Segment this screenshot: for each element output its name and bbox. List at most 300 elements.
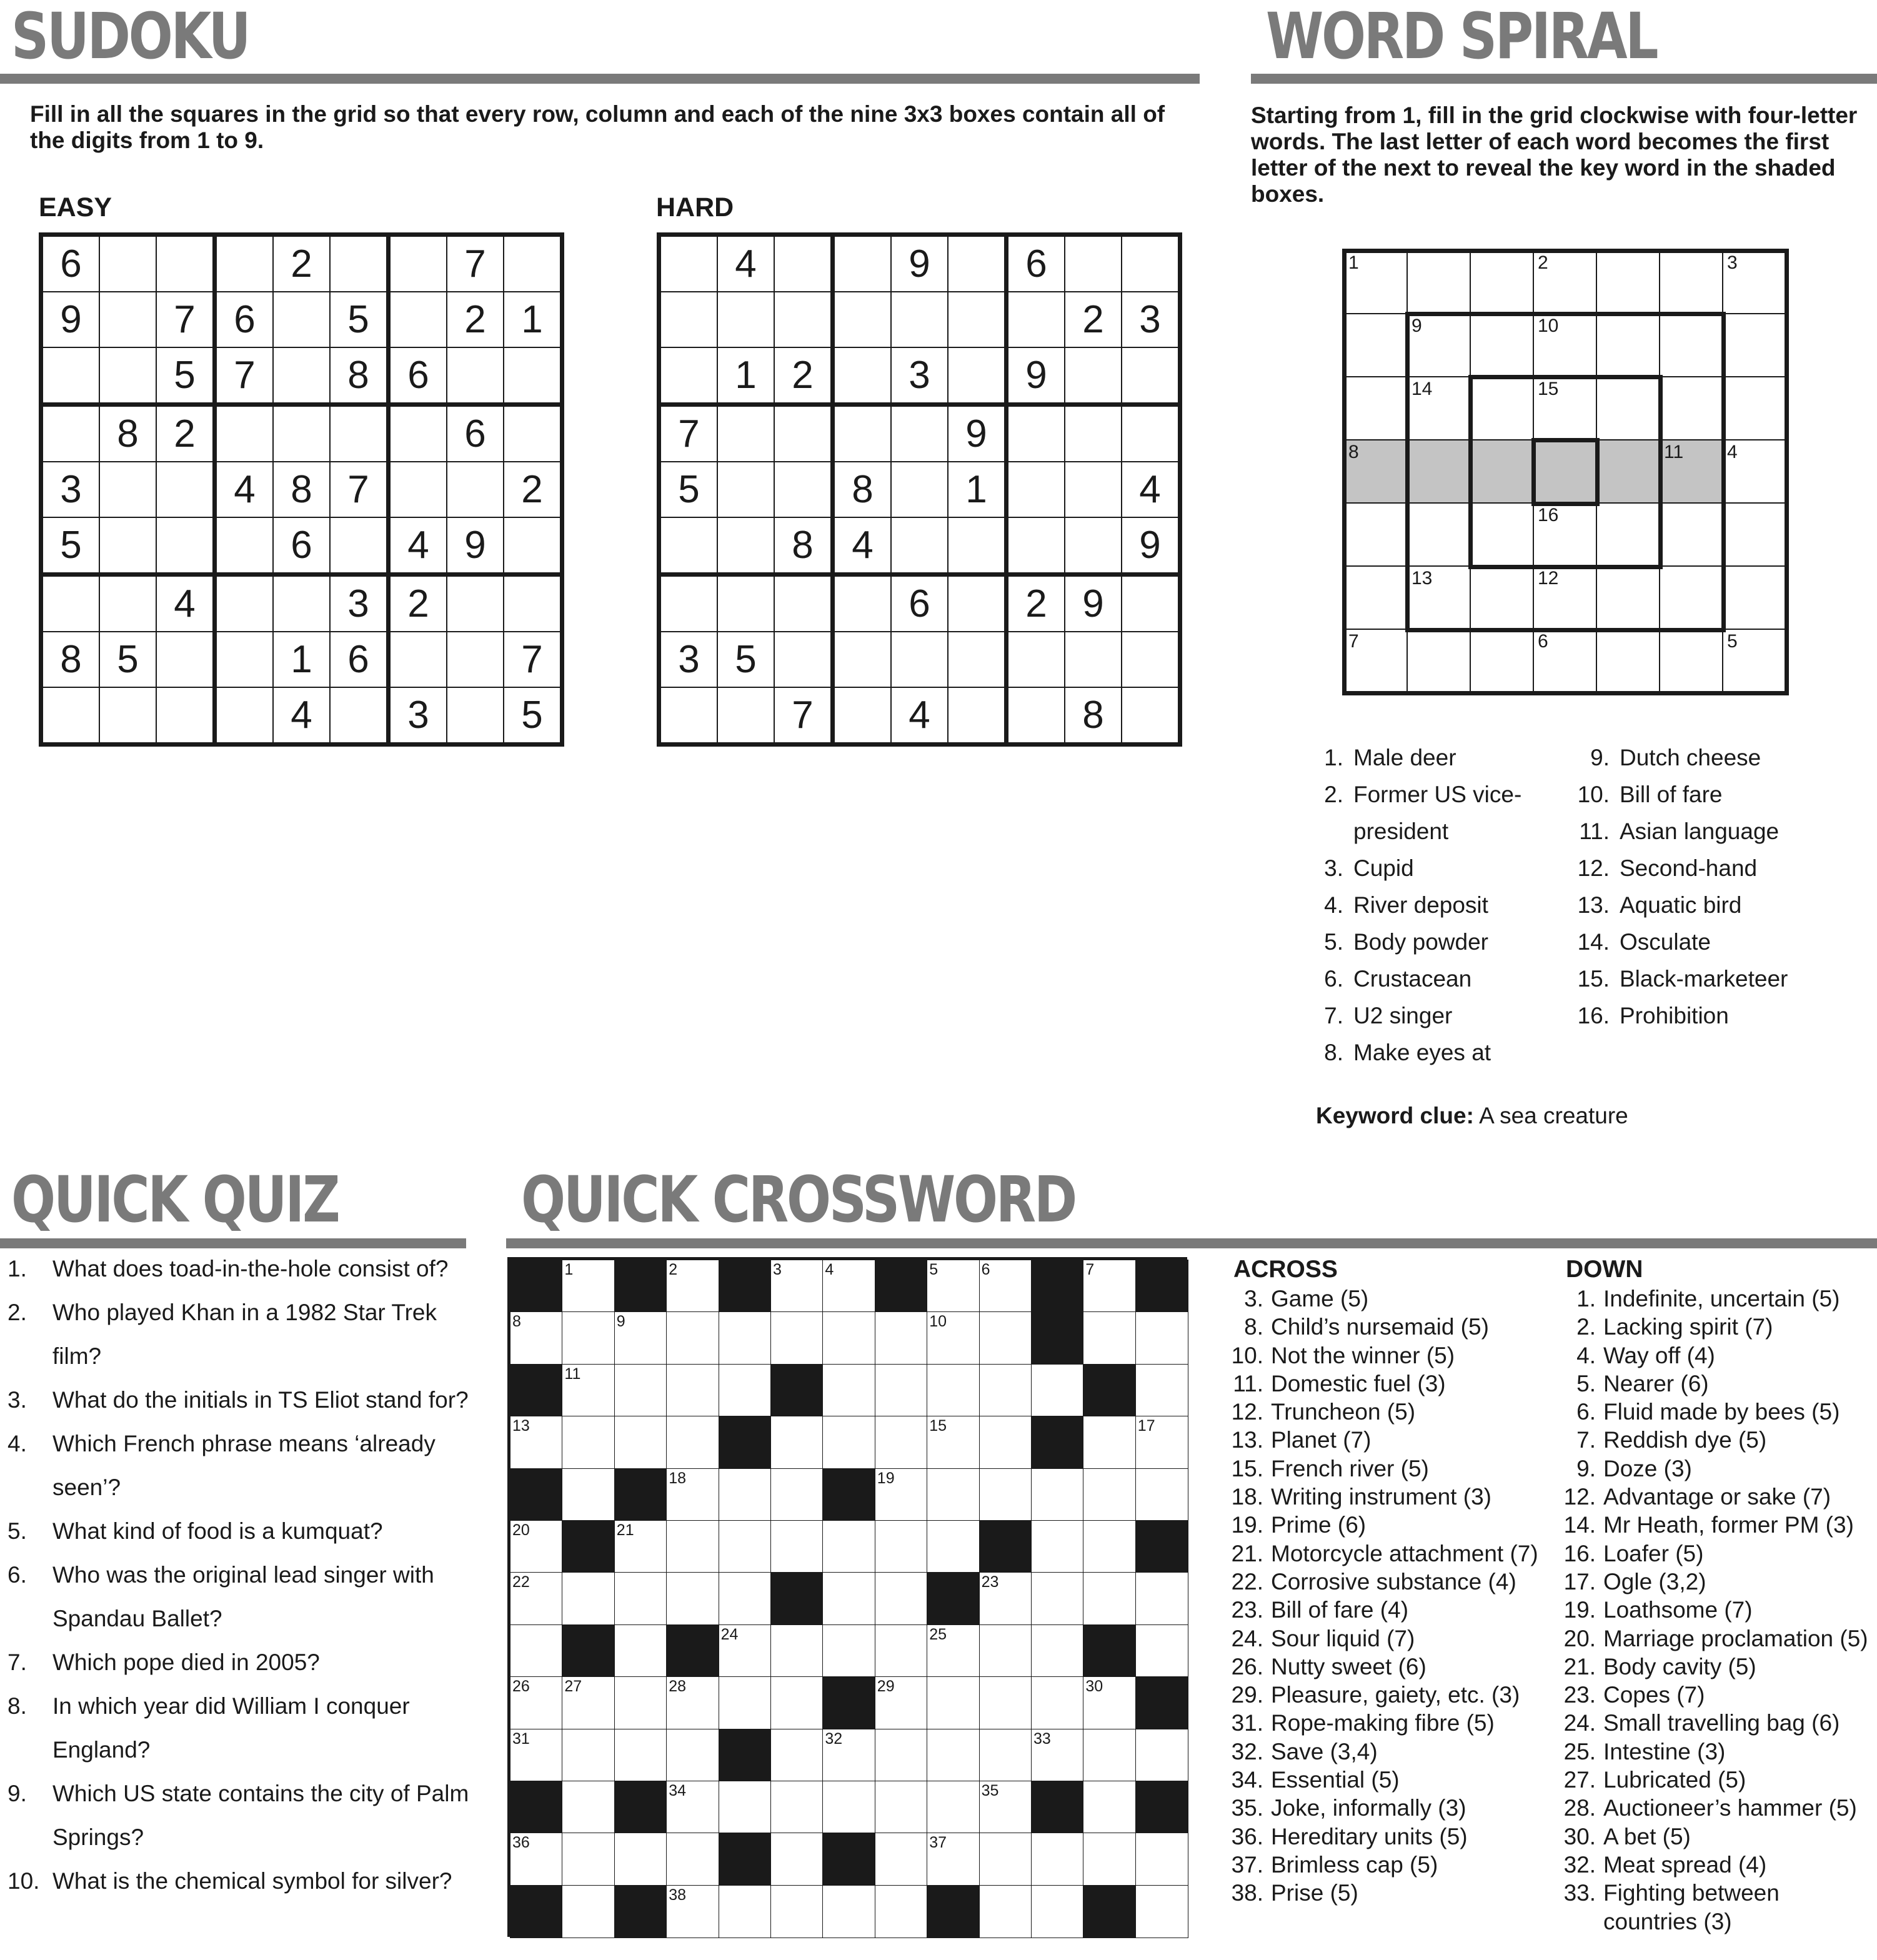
- crossword-cell[interactable]: [875, 1833, 928, 1886]
- sudoku-cell[interactable]: 8: [99, 405, 156, 462]
- sudoku-cell[interactable]: [156, 632, 215, 687]
- sudoku-cell[interactable]: 8: [330, 347, 389, 405]
- crossword-cell[interactable]: [666, 1520, 719, 1573]
- sudoku-cell[interactable]: [833, 632, 892, 687]
- crossword-cell[interactable]: [719, 1572, 772, 1625]
- crossword-cell[interactable]: [927, 1260, 980, 1313]
- sudoku-cell[interactable]: 9: [41, 292, 100, 347]
- sudoku-cell[interactable]: 7: [215, 347, 274, 405]
- sudoku-cell[interactable]: [833, 347, 892, 405]
- crossword-cell[interactable]: [562, 1416, 615, 1469]
- sudoku-cell[interactable]: 8: [833, 462, 892, 517]
- sudoku-cell[interactable]: 5: [659, 462, 718, 517]
- sudoku-cell[interactable]: 2: [389, 575, 447, 632]
- crossword-cell[interactable]: [927, 1468, 980, 1521]
- sudoku-cell[interactable]: [389, 235, 447, 292]
- sudoku-cell[interactable]: [447, 462, 504, 517]
- sudoku-cell[interactable]: 4: [215, 462, 274, 517]
- sudoku-cell[interactable]: 3: [1122, 292, 1180, 347]
- crossword-cell[interactable]: [770, 1781, 824, 1834]
- sudoku-cell[interactable]: 4: [389, 517, 447, 575]
- sudoku-cell[interactable]: [1122, 405, 1180, 462]
- sudoku-cell[interactable]: [389, 632, 447, 687]
- crossword-cell[interactable]: [770, 1885, 824, 1938]
- crossword-cell[interactable]: [666, 1729, 719, 1782]
- crossword-cell[interactable]: [822, 1624, 875, 1678]
- crossword-cell[interactable]: [666, 1416, 719, 1469]
- sudoku-cell[interactable]: 4: [156, 575, 215, 632]
- crossword-cell[interactable]: [979, 1468, 1032, 1521]
- sudoku-cell[interactable]: [833, 235, 892, 292]
- sudoku-cell[interactable]: 4: [1122, 462, 1180, 517]
- sudoku-cell[interactable]: 4: [717, 235, 774, 292]
- crossword-cell[interactable]: [1031, 1885, 1084, 1938]
- sudoku-cell[interactable]: [659, 575, 718, 632]
- sudoku-cell[interactable]: 9: [891, 235, 948, 292]
- sudoku-cell[interactable]: 3: [330, 575, 389, 632]
- sudoku-cell[interactable]: 5: [504, 687, 562, 745]
- sudoku-cell[interactable]: 2: [156, 405, 215, 462]
- sudoku-cell[interactable]: [948, 517, 1007, 575]
- crossword-cell[interactable]: [875, 1572, 928, 1625]
- crossword-cell[interactable]: [510, 1520, 563, 1573]
- sudoku-cell[interactable]: [717, 462, 774, 517]
- sudoku-cell[interactable]: [156, 687, 215, 745]
- crossword-cell[interactable]: [562, 1311, 615, 1365]
- sudoku-cell[interactable]: [99, 517, 156, 575]
- sudoku-cell[interactable]: 6: [389, 347, 447, 405]
- sudoku-cell[interactable]: [1065, 405, 1122, 462]
- crossword-cell[interactable]: [719, 1885, 772, 1938]
- crossword-cell[interactable]: [875, 1520, 928, 1573]
- crossword-cell[interactable]: [614, 1624, 667, 1678]
- crossword-cell[interactable]: [510, 1311, 563, 1365]
- crossword-cell[interactable]: [562, 1676, 615, 1729]
- crossword-cell[interactable]: [875, 1885, 928, 1938]
- sudoku-cell[interactable]: [504, 575, 562, 632]
- crossword-cell[interactable]: [614, 1416, 667, 1469]
- crossword-cell[interactable]: [822, 1572, 875, 1625]
- sudoku-cell[interactable]: [99, 687, 156, 745]
- sudoku-cell[interactable]: [833, 292, 892, 347]
- sudoku-cell[interactable]: 2: [447, 292, 504, 347]
- crossword-cell[interactable]: [666, 1676, 719, 1729]
- sudoku-cell[interactable]: [99, 292, 156, 347]
- crossword-cell[interactable]: [562, 1260, 615, 1313]
- crossword-cell[interactable]: [614, 1311, 667, 1365]
- sudoku-cell[interactable]: 4: [891, 687, 948, 745]
- crossword-cell[interactable]: [927, 1520, 980, 1573]
- crossword-cell[interactable]: [614, 1520, 667, 1573]
- crossword-cell[interactable]: [562, 1729, 615, 1782]
- crossword-cell[interactable]: [614, 1364, 667, 1417]
- sudoku-cell[interactable]: 6: [447, 405, 504, 462]
- crossword-cell[interactable]: [822, 1311, 875, 1365]
- crossword-cell[interactable]: [614, 1833, 667, 1886]
- sudoku-cell[interactable]: 5: [330, 292, 389, 347]
- sudoku-cell[interactable]: [504, 405, 562, 462]
- crossword-cell[interactable]: [510, 1833, 563, 1886]
- crossword-cell[interactable]: [510, 1676, 563, 1729]
- crossword-cell[interactable]: [614, 1729, 667, 1782]
- crossword-cell[interactable]: [1083, 1676, 1136, 1729]
- sudoku-cell[interactable]: 1: [273, 632, 330, 687]
- crossword-cell[interactable]: [770, 1624, 824, 1678]
- crossword-cell[interactable]: [875, 1781, 928, 1834]
- crossword-cell[interactable]: [510, 1624, 563, 1678]
- crossword-cell[interactable]: [562, 1781, 615, 1834]
- crossword-cell[interactable]: [822, 1416, 875, 1469]
- list-item: [1227, 1596, 1540, 1624]
- crossword-cell[interactable]: [1135, 1364, 1188, 1417]
- sudoku-cell[interactable]: [1007, 687, 1065, 745]
- crossword-cell[interactable]: [562, 1468, 615, 1521]
- sudoku-cell[interactable]: [389, 462, 447, 517]
- crossword-cell[interactable]: [666, 1311, 719, 1365]
- sudoku-cell[interactable]: [215, 575, 274, 632]
- crossword-cell[interactable]: [614, 1676, 667, 1729]
- crossword-cell[interactable]: [979, 1311, 1032, 1365]
- crossword-cell[interactable]: [1031, 1572, 1084, 1625]
- sudoku-cell[interactable]: 7: [774, 687, 833, 745]
- sudoku-cell[interactable]: 7: [447, 235, 504, 292]
- crossword-cell-number: 37: [929, 1834, 947, 1852]
- sudoku-cell[interactable]: [273, 575, 330, 632]
- crossword-cell[interactable]: [1083, 1781, 1136, 1834]
- crossword-cell[interactable]: [562, 1833, 615, 1886]
- sudoku-cell[interactable]: 7: [659, 405, 718, 462]
- crossword-cell[interactable]: [1135, 1729, 1188, 1782]
- crossword-cell[interactable]: [1031, 1520, 1084, 1573]
- crossword-cell[interactable]: [927, 1624, 980, 1678]
- crossword-cell[interactable]: [979, 1260, 1032, 1313]
- sudoku-cell[interactable]: [41, 687, 100, 745]
- sudoku-cell[interactable]: [891, 462, 948, 517]
- sudoku-cell[interactable]: 7: [504, 632, 562, 687]
- sudoku-cell[interactable]: 2: [504, 462, 562, 517]
- crossword-cell[interactable]: [1083, 1416, 1136, 1469]
- crossword-cell[interactable]: [719, 1364, 772, 1417]
- crossword-cell[interactable]: [666, 1468, 719, 1521]
- sudoku-cell[interactable]: 2: [273, 235, 330, 292]
- sudoku-cell[interactable]: [447, 575, 504, 632]
- crossword-cell[interactable]: [927, 1311, 980, 1365]
- sudoku-cell[interactable]: 5: [41, 517, 100, 575]
- sudoku-cell[interactable]: 6: [891, 575, 948, 632]
- crossword-cell[interactable]: [979, 1624, 1032, 1678]
- crossword-cell[interactable]: [1135, 1468, 1188, 1521]
- crossword-cell[interactable]: [875, 1311, 928, 1365]
- crossword-cell[interactable]: [770, 1260, 824, 1313]
- sudoku-cell[interactable]: [99, 347, 156, 405]
- crossword-cell[interactable]: [822, 1364, 875, 1417]
- sudoku-cell[interactable]: [948, 687, 1007, 745]
- crossword-cell[interactable]: [979, 1416, 1032, 1469]
- sudoku-cell[interactable]: [99, 235, 156, 292]
- crossword-cell[interactable]: [770, 1676, 824, 1729]
- sudoku-cell[interactable]: [330, 517, 389, 575]
- sudoku-cell[interactable]: [41, 347, 100, 405]
- crossword-cell[interactable]: [770, 1729, 824, 1782]
- sudoku-cell[interactable]: [273, 292, 330, 347]
- sudoku-cell[interactable]: [1007, 292, 1065, 347]
- crossword-cell[interactable]: [770, 1468, 824, 1521]
- crossword-cell[interactable]: [666, 1572, 719, 1625]
- crossword-cell[interactable]: [979, 1364, 1032, 1417]
- crossword-cell[interactable]: [1083, 1260, 1136, 1313]
- sudoku-cell[interactable]: [833, 405, 892, 462]
- sudoku-cell[interactable]: 9: [447, 517, 504, 575]
- sudoku-cell[interactable]: [948, 575, 1007, 632]
- crossword-cell[interactable]: [875, 1468, 928, 1521]
- sudoku-cell[interactable]: [833, 575, 892, 632]
- sudoku-cell[interactable]: [948, 347, 1007, 405]
- sudoku-cell[interactable]: [659, 687, 718, 745]
- crossword-cell[interactable]: [1031, 1468, 1084, 1521]
- sudoku-cell[interactable]: [330, 687, 389, 745]
- sudoku-cell[interactable]: [1007, 632, 1065, 687]
- crossword-cell[interactable]: [1083, 1572, 1136, 1625]
- crossword-cell[interactable]: [875, 1676, 928, 1729]
- sudoku-cell[interactable]: 8: [774, 517, 833, 575]
- crossword-cell[interactable]: [927, 1833, 980, 1886]
- crossword-cell[interactable]: [719, 1624, 772, 1678]
- crossword-cell[interactable]: [1083, 1729, 1136, 1782]
- sudoku-cell[interactable]: [1065, 632, 1122, 687]
- crossword-cell[interactable]: [822, 1781, 875, 1834]
- sudoku-cell[interactable]: 1: [504, 292, 562, 347]
- sudoku-cell[interactable]: [504, 235, 562, 292]
- crossword-cell[interactable]: [719, 1311, 772, 1365]
- crossword-cell[interactable]: [1031, 1364, 1084, 1417]
- crossword-cell[interactable]: [1135, 1885, 1188, 1938]
- sudoku-cell[interactable]: [215, 235, 274, 292]
- crossword-cell[interactable]: [719, 1676, 772, 1729]
- crossword-cell[interactable]: [875, 1416, 928, 1469]
- sudoku-cell[interactable]: 3: [41, 462, 100, 517]
- sudoku-cell[interactable]: 9: [1065, 575, 1122, 632]
- crossword-cell[interactable]: [1083, 1520, 1136, 1573]
- sudoku-cell[interactable]: [1122, 235, 1180, 292]
- crossword-cell[interactable]: [979, 1676, 1032, 1729]
- crossword-cell[interactable]: [770, 1520, 824, 1573]
- sudoku-cell[interactable]: [273, 347, 330, 405]
- crossword-cell[interactable]: [927, 1781, 980, 1834]
- sudoku-cell[interactable]: [504, 517, 562, 575]
- sudoku-cell[interactable]: [330, 405, 389, 462]
- sudoku-cell[interactable]: 8: [273, 462, 330, 517]
- crossword-cell[interactable]: [614, 1572, 667, 1625]
- sudoku-cell[interactable]: [717, 405, 774, 462]
- sudoku-cell[interactable]: [774, 575, 833, 632]
- sudoku-cell[interactable]: [1007, 517, 1065, 575]
- sudoku-cell[interactable]: 7: [156, 292, 215, 347]
- crossword-cell[interactable]: [770, 1833, 824, 1886]
- crossword-cell-number: 17: [1137, 1417, 1155, 1435]
- crossword-cell[interactable]: [1031, 1676, 1084, 1729]
- sudoku-cell[interactable]: 4: [833, 517, 892, 575]
- crossword-cell[interactable]: [927, 1676, 980, 1729]
- crossword-cell[interactable]: [875, 1364, 928, 1417]
- crossword-cell[interactable]: [1135, 1416, 1188, 1469]
- sudoku-cell[interactable]: [1007, 462, 1065, 517]
- crossword-cell[interactable]: [979, 1781, 1032, 1834]
- sudoku-cell[interactable]: [156, 517, 215, 575]
- sudoku-cell[interactable]: 4: [273, 687, 330, 745]
- crossword-cell[interactable]: [510, 1729, 563, 1782]
- sudoku-cell[interactable]: [891, 517, 948, 575]
- sudoku-cell[interactable]: [774, 405, 833, 462]
- crossword-cell[interactable]: [927, 1729, 980, 1782]
- crossword-cell[interactable]: [875, 1624, 928, 1678]
- sudoku-cell[interactable]: [774, 462, 833, 517]
- crossword-cell[interactable]: [562, 1885, 615, 1938]
- sudoku-cell[interactable]: [717, 517, 774, 575]
- crossword-cell[interactable]: [562, 1364, 615, 1417]
- sudoku-cell[interactable]: 9: [1007, 347, 1065, 405]
- sudoku-cell[interactable]: [1122, 687, 1180, 745]
- sudoku-cell[interactable]: 3: [389, 687, 447, 745]
- sudoku-cell[interactable]: [1122, 632, 1180, 687]
- crossword-cell[interactable]: [979, 1729, 1032, 1782]
- sudoku-cell[interactable]: [215, 687, 274, 745]
- sudoku-cell[interactable]: 6: [1007, 235, 1065, 292]
- sudoku-cell[interactable]: [774, 292, 833, 347]
- sudoku-cell[interactable]: [447, 632, 504, 687]
- crossword-cell[interactable]: [1083, 1468, 1136, 1521]
- sudoku-cell[interactable]: [1065, 347, 1122, 405]
- crossword-cell[interactable]: [770, 1416, 824, 1469]
- sudoku-cell[interactable]: [156, 235, 215, 292]
- sudoku-cell[interactable]: [1065, 462, 1122, 517]
- sudoku-cell[interactable]: [215, 632, 274, 687]
- crossword-cell[interactable]: [510, 1572, 563, 1625]
- sudoku-cell[interactable]: [659, 292, 718, 347]
- sudoku-cell[interactable]: [215, 405, 274, 462]
- crossword-cell[interactable]: [666, 1781, 719, 1834]
- crossword-cell[interactable]: [979, 1833, 1032, 1886]
- sudoku-cell[interactable]: [447, 347, 504, 405]
- sudoku-cell[interactable]: [273, 405, 330, 462]
- sudoku-cell[interactable]: [41, 405, 100, 462]
- sudoku-cell[interactable]: 3: [659, 632, 718, 687]
- sudoku-cell[interactable]: 5: [717, 632, 774, 687]
- sudoku-cell[interactable]: 9: [948, 405, 1007, 462]
- crossword-cell[interactable]: [979, 1572, 1032, 1625]
- crossword-cell[interactable]: [770, 1311, 824, 1365]
- sudoku-cell[interactable]: 1: [948, 462, 1007, 517]
- sudoku-cell[interactable]: [1007, 405, 1065, 462]
- sudoku-cell[interactable]: [389, 405, 447, 462]
- sudoku-cell[interactable]: [447, 687, 504, 745]
- sudoku-cell[interactable]: [156, 462, 215, 517]
- crossword-cell[interactable]: [719, 1781, 772, 1834]
- crossword-cell[interactable]: [666, 1833, 719, 1886]
- crossword-cell[interactable]: [562, 1572, 615, 1625]
- sudoku-cell[interactable]: 2: [774, 347, 833, 405]
- sudoku-cell[interactable]: [215, 517, 274, 575]
- crossword-cell[interactable]: [822, 1729, 875, 1782]
- crossword-cell[interactable]: [1031, 1729, 1084, 1782]
- sudoku-cell[interactable]: 6: [215, 292, 274, 347]
- crossword-cell[interactable]: [719, 1468, 772, 1521]
- sudoku-cell[interactable]: [891, 632, 948, 687]
- sudoku-cell[interactable]: [99, 575, 156, 632]
- sudoku-cell[interactable]: 6: [273, 517, 330, 575]
- crossword-cell[interactable]: [822, 1260, 875, 1313]
- sudoku-cell[interactable]: 6: [41, 235, 100, 292]
- crossword-cell[interactable]: [1031, 1624, 1084, 1678]
- crossword-cell-number: 18: [669, 1469, 686, 1487]
- crossword-cell[interactable]: [1083, 1311, 1136, 1365]
- sudoku-cell[interactable]: [948, 235, 1007, 292]
- sudoku-cell[interactable]: 3: [891, 347, 948, 405]
- crossword-cell[interactable]: [1031, 1833, 1084, 1886]
- sudoku-cell[interactable]: [948, 632, 1007, 687]
- sudoku-cell[interactable]: 7: [330, 462, 389, 517]
- sudoku-cell[interactable]: [41, 575, 100, 632]
- crossword-cell[interactable]: [979, 1885, 1032, 1938]
- crossword-cell[interactable]: [666, 1260, 719, 1313]
- crossword-cell[interactable]: [1083, 1833, 1136, 1886]
- sudoku-cell[interactable]: [717, 575, 774, 632]
- sudoku-cell[interactable]: 8: [1065, 687, 1122, 745]
- sudoku-cell[interactable]: 2: [1007, 575, 1065, 632]
- sudoku-cell[interactable]: [774, 235, 833, 292]
- sudoku-cell[interactable]: [1122, 575, 1180, 632]
- sudoku-cell[interactable]: [891, 405, 948, 462]
- sudoku-cell[interactable]: [1065, 517, 1122, 575]
- crossword-cell[interactable]: [1135, 1833, 1188, 1886]
- sudoku-cell[interactable]: 5: [99, 632, 156, 687]
- sudoku-cell[interactable]: [774, 632, 833, 687]
- sudoku-cell[interactable]: [1122, 347, 1180, 405]
- sudoku-cell[interactable]: 9: [1122, 517, 1180, 575]
- crossword-cell[interactable]: [1135, 1311, 1188, 1365]
- sudoku-cell[interactable]: [948, 292, 1007, 347]
- sudoku-cell[interactable]: 8: [41, 632, 100, 687]
- sudoku-cell[interactable]: 1: [717, 347, 774, 405]
- sudoku-cell[interactable]: [659, 517, 718, 575]
- sudoku-cell[interactable]: [504, 347, 562, 405]
- sudoku-cell[interactable]: 5: [156, 347, 215, 405]
- crossword-cell[interactable]: [875, 1729, 928, 1782]
- crossword-cell[interactable]: [1135, 1624, 1188, 1678]
- sudoku-cell[interactable]: [659, 235, 718, 292]
- sudoku-cell[interactable]: [389, 292, 447, 347]
- crossword-cell[interactable]: [510, 1416, 563, 1469]
- sudoku-cell[interactable]: [659, 347, 718, 405]
- sudoku-cell[interactable]: 6: [330, 632, 389, 687]
- sudoku-cell[interactable]: [330, 235, 389, 292]
- crossword-cell[interactable]: [822, 1885, 875, 1938]
- crossword-cell[interactable]: [1135, 1572, 1188, 1625]
- crossword-cell[interactable]: [927, 1416, 980, 1469]
- crossword-cell[interactable]: [719, 1520, 772, 1573]
- sudoku-cell[interactable]: [833, 687, 892, 745]
- crossword-cell[interactable]: [666, 1885, 719, 1938]
- sudoku-cell[interactable]: 2: [1065, 292, 1122, 347]
- sudoku-cell[interactable]: [1065, 235, 1122, 292]
- crossword-cell[interactable]: [666, 1364, 719, 1417]
- sudoku-cell[interactable]: [891, 292, 948, 347]
- sudoku-cell[interactable]: [717, 292, 774, 347]
- crossword-cell[interactable]: [927, 1364, 980, 1417]
- crossword-cell[interactable]: [822, 1520, 875, 1573]
- sudoku-cell[interactable]: [717, 687, 774, 745]
- list-item: [1560, 1540, 1872, 1568]
- sudoku-cell[interactable]: [99, 462, 156, 517]
